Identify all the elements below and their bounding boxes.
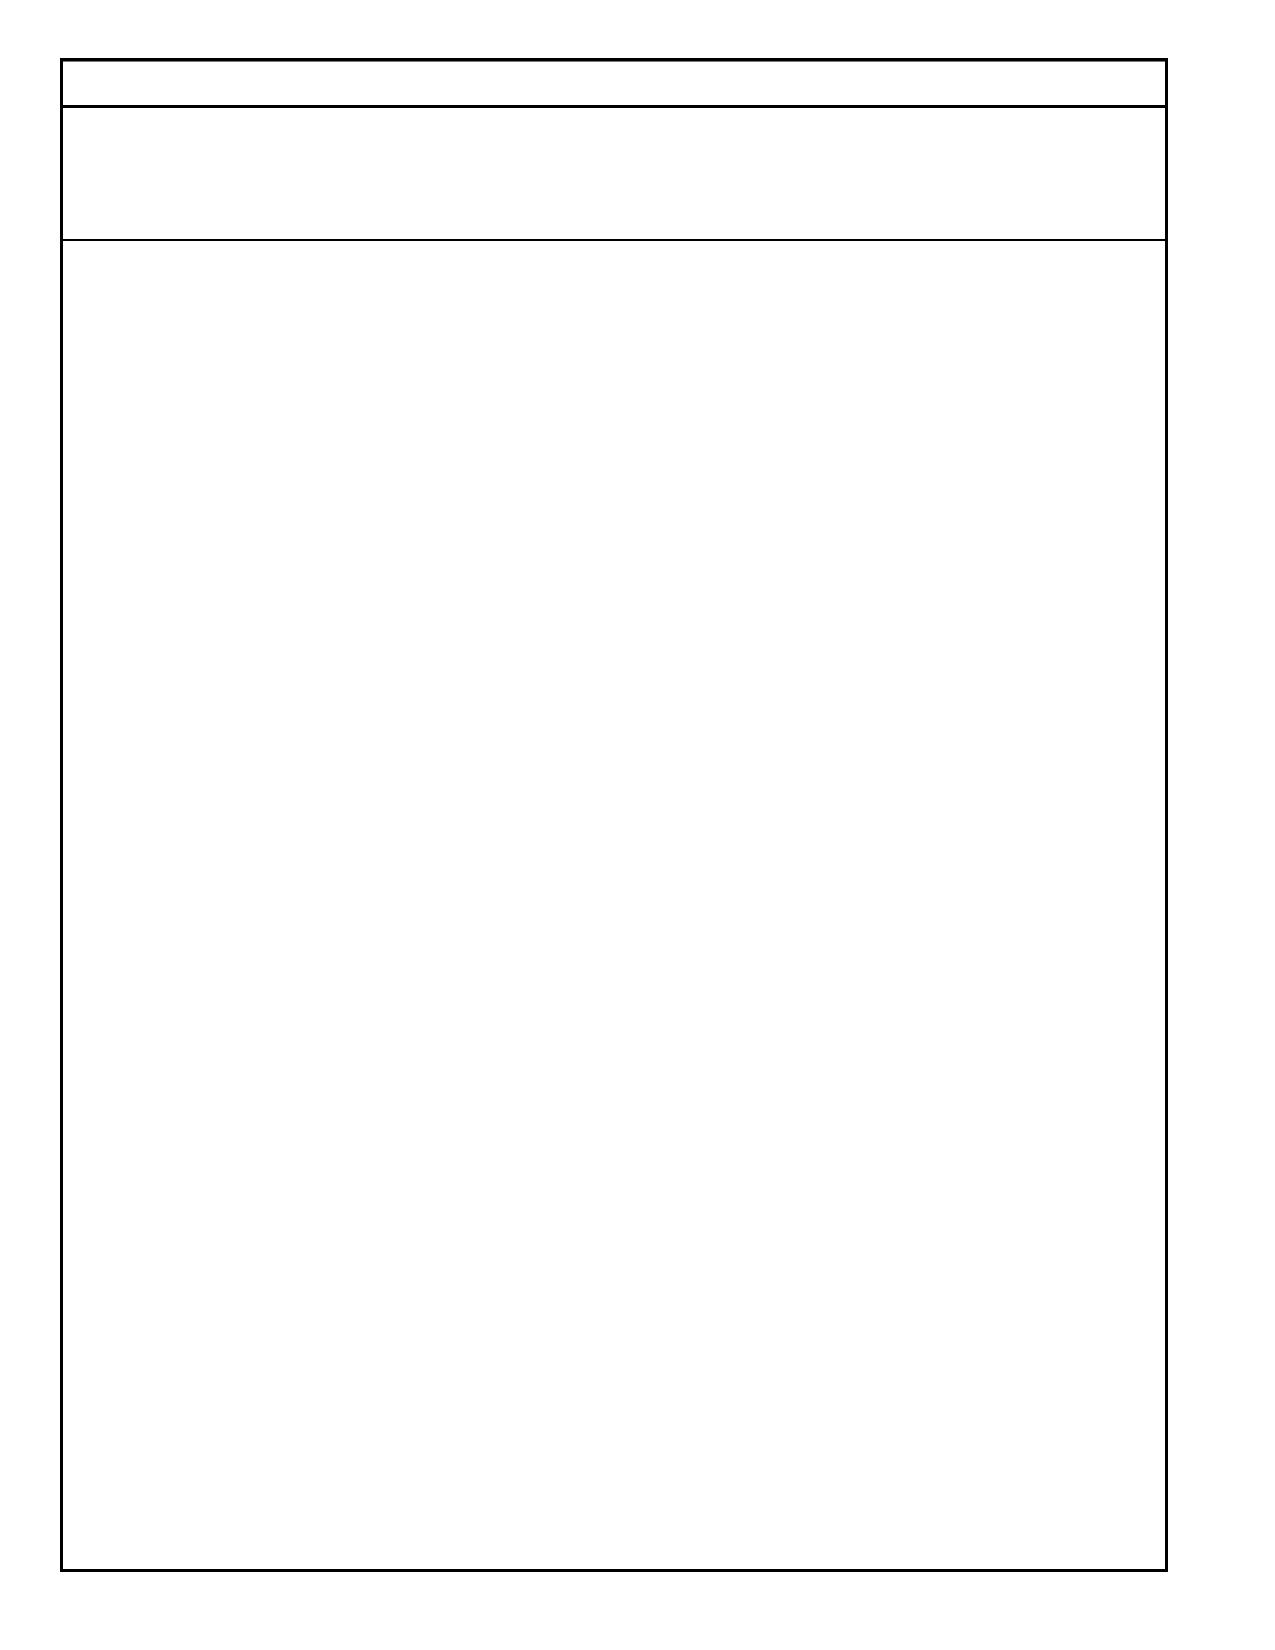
page-frame [60, 58, 1168, 1572]
col-note [89, 253, 113, 270]
col-page [1056, 236, 1096, 253]
section-title [63, 61, 1165, 108]
col-ref [163, 236, 203, 253]
col-fig [249, 236, 289, 253]
notes-divider [63, 61, 1165, 62]
header-divider [63, 239, 1165, 241]
